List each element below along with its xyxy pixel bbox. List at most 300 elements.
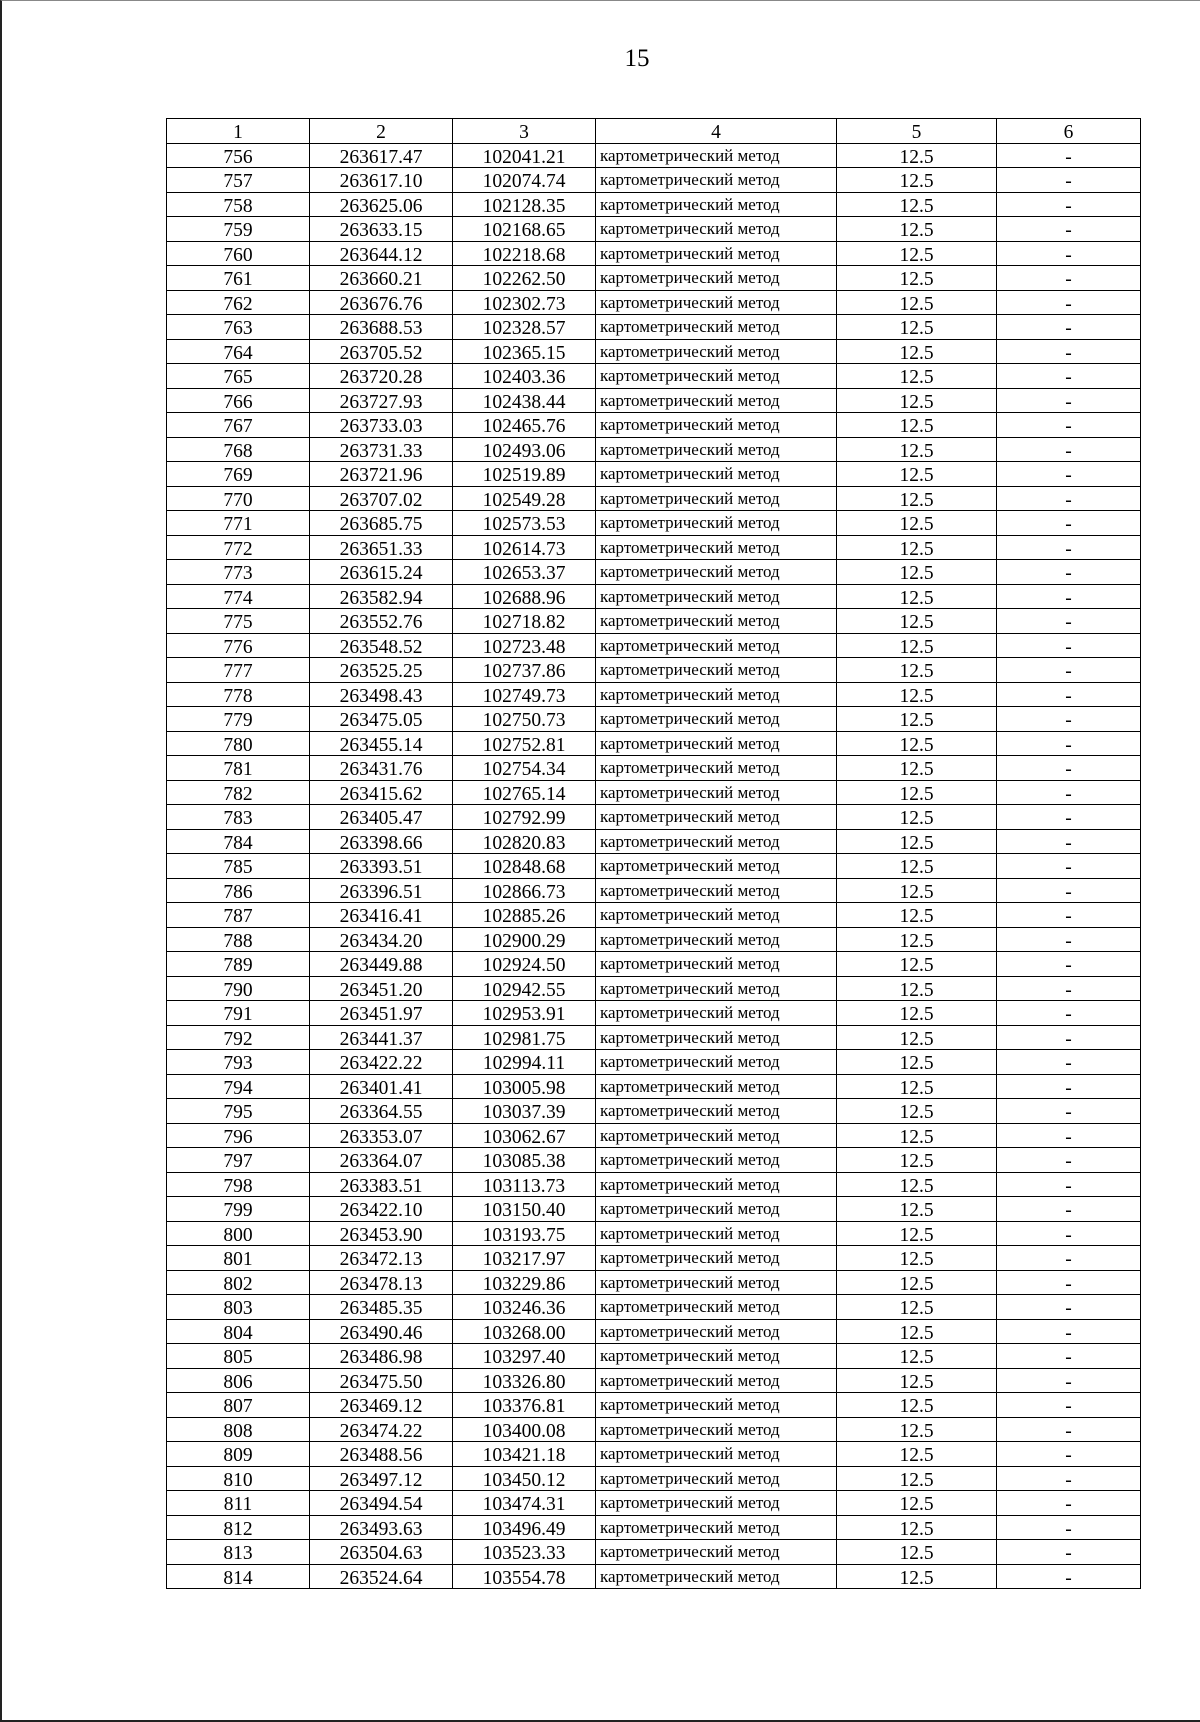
cell-point-number: 780 (167, 731, 310, 756)
header-row (167, 119, 1141, 144)
cell-coord-y: 103217.97 (453, 1246, 596, 1271)
cell-note: - (997, 731, 1141, 756)
cell-coord-y: 102688.96 (453, 584, 596, 609)
cell-note: - (997, 682, 1141, 707)
table-row (167, 854, 1141, 879)
cell-coord-y: 102953.91 (453, 1001, 596, 1026)
cell-method: картометрический метод (596, 241, 837, 266)
cell-coord-x: 263644.12 (310, 241, 453, 266)
table-row (167, 364, 1141, 389)
cell-coord-x: 263449.88 (310, 952, 453, 977)
cell-coord-y: 102653.37 (453, 560, 596, 585)
cell-note: - (997, 1074, 1141, 1099)
table-row (167, 756, 1141, 781)
cell-note: - (997, 854, 1141, 879)
cell-accuracy: 12.5 (837, 1344, 997, 1369)
cell-note: - (997, 1221, 1141, 1246)
cell-coord-x: 263383.51 (310, 1172, 453, 1197)
cell-method: картометрический метод (596, 584, 837, 609)
cell-accuracy: 12.5 (837, 1393, 997, 1418)
cell-method: картометрический метод (596, 1001, 837, 1026)
cell-note: - (997, 1319, 1141, 1344)
table-row (167, 1246, 1141, 1271)
cell-note: - (997, 339, 1141, 364)
cell-method: картометрический метод (596, 1197, 837, 1222)
cell-coord-x: 263660.21 (310, 266, 453, 291)
cell-note: - (997, 878, 1141, 903)
cell-coord-y: 102820.83 (453, 829, 596, 854)
cell-method: картометрический метод (596, 217, 837, 242)
cell-method: картометрический метод (596, 192, 837, 217)
cell-coord-y: 102752.81 (453, 731, 596, 756)
cell-method: картометрический метод (596, 168, 837, 193)
cell-method: картометрический метод (596, 1540, 837, 1565)
cell-note: - (997, 511, 1141, 536)
cell-note: - (997, 1393, 1141, 1418)
cell-point-number: 798 (167, 1172, 310, 1197)
cell-note: - (997, 609, 1141, 634)
cell-note: - (997, 1344, 1141, 1369)
cell-coord-x: 263451.20 (310, 976, 453, 1001)
cell-accuracy: 12.5 (837, 168, 997, 193)
cell-note: - (997, 952, 1141, 977)
cell-accuracy: 12.5 (837, 903, 997, 928)
cell-coord-x: 263548.52 (310, 633, 453, 658)
cell-coord-x: 263494.54 (310, 1491, 453, 1516)
page-number: 15 (624, 45, 650, 72)
cell-coord-x: 263475.50 (310, 1368, 453, 1393)
cell-method: картометрический метод (596, 1564, 837, 1589)
cell-note: - (997, 1050, 1141, 1075)
cell-method: картометрический метод (596, 658, 837, 683)
cell-coord-x: 263721.96 (310, 462, 453, 487)
table-header (167, 119, 1141, 144)
cell-accuracy: 12.5 (837, 1197, 997, 1222)
cell-accuracy: 12.5 (837, 976, 997, 1001)
cell-note: - (997, 486, 1141, 511)
cell-note: - (997, 241, 1141, 266)
cell-coord-x: 263525.25 (310, 658, 453, 683)
cell-accuracy: 12.5 (837, 707, 997, 732)
cell-method: картометрический метод (596, 315, 837, 340)
cell-coord-y: 102328.57 (453, 315, 596, 340)
cell-note: - (997, 1172, 1141, 1197)
cell-point-number: 760 (167, 241, 310, 266)
header-col-1: 1 (167, 119, 310, 144)
cell-coord-x: 263422.10 (310, 1197, 453, 1222)
cell-coord-y: 103554.78 (453, 1564, 596, 1589)
cell-coord-x: 263478.13 (310, 1270, 453, 1295)
cell-point-number: 799 (167, 1197, 310, 1222)
cell-accuracy: 12.5 (837, 462, 997, 487)
cell-point-number: 793 (167, 1050, 310, 1075)
cell-method: картометрический метод (596, 413, 837, 438)
cell-coord-y: 103113.73 (453, 1172, 596, 1197)
table-row (167, 1123, 1141, 1148)
cell-accuracy: 12.5 (837, 1074, 997, 1099)
cell-note: - (997, 1442, 1141, 1467)
cell-note: - (997, 633, 1141, 658)
cell-coord-x: 263524.64 (310, 1564, 453, 1589)
cell-note: - (997, 903, 1141, 928)
cell-point-number: 801 (167, 1246, 310, 1271)
cell-coord-y: 102749.73 (453, 682, 596, 707)
table-row (167, 1001, 1141, 1026)
cell-point-number: 788 (167, 927, 310, 952)
table-row (167, 633, 1141, 658)
cell-accuracy: 12.5 (837, 1001, 997, 1026)
cell-point-number: 764 (167, 339, 310, 364)
cell-coord-y: 102754.34 (453, 756, 596, 781)
cell-coord-y: 102365.15 (453, 339, 596, 364)
cell-accuracy: 12.5 (837, 217, 997, 242)
cell-accuracy: 12.5 (837, 266, 997, 291)
cell-coord-x: 263720.28 (310, 364, 453, 389)
cell-method: картометрический метод (596, 805, 837, 830)
cell-coord-x: 263685.75 (310, 511, 453, 536)
cell-point-number: 810 (167, 1466, 310, 1491)
cell-coord-x: 263415.62 (310, 780, 453, 805)
cell-coord-y: 102942.55 (453, 976, 596, 1001)
cell-note: - (997, 315, 1141, 340)
cell-accuracy: 12.5 (837, 1221, 997, 1246)
cell-coord-x: 263497.12 (310, 1466, 453, 1491)
cell-method: картометрический метод (596, 927, 837, 952)
cell-method: картометрический метод (596, 1246, 837, 1271)
cell-point-number: 776 (167, 633, 310, 658)
cell-point-number: 765 (167, 364, 310, 389)
cell-accuracy: 12.5 (837, 437, 997, 462)
cell-method: картометрический метод (596, 143, 837, 168)
cell-point-number: 794 (167, 1074, 310, 1099)
cell-coord-x: 263488.56 (310, 1442, 453, 1467)
cell-accuracy: 12.5 (837, 511, 997, 536)
cell-coord-x: 263504.63 (310, 1540, 453, 1565)
cell-point-number: 811 (167, 1491, 310, 1516)
cell-coord-x: 263486.98 (310, 1344, 453, 1369)
cell-coord-x: 263676.76 (310, 290, 453, 315)
cell-note: - (997, 1368, 1141, 1393)
cell-method: картометрический метод (596, 609, 837, 634)
cell-accuracy: 12.5 (837, 1515, 997, 1540)
cell-method: картометрический метод (596, 1442, 837, 1467)
cell-accuracy: 12.5 (837, 878, 997, 903)
cell-coord-y: 102614.73 (453, 535, 596, 560)
cell-method: картометрический метод (596, 1221, 837, 1246)
cell-point-number: 783 (167, 805, 310, 830)
table-row (167, 1515, 1141, 1540)
cell-coord-y: 102924.50 (453, 952, 596, 977)
cell-coord-x: 263469.12 (310, 1393, 453, 1418)
cell-method: картометрический метод (596, 266, 837, 291)
cell-method: картометрический метод (596, 1050, 837, 1075)
cell-method: картометрический метод (596, 1074, 837, 1099)
cell-point-number: 807 (167, 1393, 310, 1418)
cell-note: - (997, 1466, 1141, 1491)
cell-method: картометрический метод (596, 1344, 837, 1369)
table-row (167, 1221, 1141, 1246)
cell-coord-y: 103376.81 (453, 1393, 596, 1418)
table-row (167, 413, 1141, 438)
cell-accuracy: 12.5 (837, 927, 997, 952)
cell-accuracy: 12.5 (837, 1466, 997, 1491)
table-row (167, 1099, 1141, 1124)
cell-coord-y: 103062.67 (453, 1123, 596, 1148)
cell-point-number: 775 (167, 609, 310, 634)
cell-note: - (997, 143, 1141, 168)
cell-coord-x: 263422.22 (310, 1050, 453, 1075)
cell-coord-x: 263733.03 (310, 413, 453, 438)
table-row (167, 903, 1141, 928)
cell-note: - (997, 584, 1141, 609)
cell-note: - (997, 266, 1141, 291)
cell-method: картометрический метод (596, 976, 837, 1001)
cell-coord-x: 263396.51 (310, 878, 453, 903)
cell-point-number: 772 (167, 535, 310, 560)
table-row (167, 1197, 1141, 1222)
cell-note: - (997, 1197, 1141, 1222)
cell-accuracy: 12.5 (837, 560, 997, 585)
cell-coord-y: 103229.86 (453, 1270, 596, 1295)
header-col-5: 5 (837, 119, 997, 144)
cell-accuracy: 12.5 (837, 731, 997, 756)
table-row (167, 1270, 1141, 1295)
cell-point-number: 763 (167, 315, 310, 340)
cell-coord-y: 103037.39 (453, 1099, 596, 1124)
cell-accuracy: 12.5 (837, 413, 997, 438)
table-row (167, 1417, 1141, 1442)
cell-accuracy: 12.5 (837, 854, 997, 879)
cell-coord-x: 263498.43 (310, 682, 453, 707)
cell-accuracy: 12.5 (837, 388, 997, 413)
cell-coord-y: 103297.40 (453, 1344, 596, 1369)
cell-point-number: 757 (167, 168, 310, 193)
cell-point-number: 768 (167, 437, 310, 462)
cell-note: - (997, 1515, 1141, 1540)
cell-point-number: 782 (167, 780, 310, 805)
cell-note: - (997, 756, 1141, 781)
cell-coord-y: 103326.80 (453, 1368, 596, 1393)
cell-accuracy: 12.5 (837, 1148, 997, 1173)
cell-point-number: 797 (167, 1148, 310, 1173)
cell-accuracy: 12.5 (837, 315, 997, 340)
cell-accuracy: 12.5 (837, 682, 997, 707)
cell-coord-x: 263615.24 (310, 560, 453, 585)
cell-method: картометрический метод (596, 878, 837, 903)
cell-method: картометрический метод (596, 707, 837, 732)
cell-coord-x: 263453.90 (310, 1221, 453, 1246)
cell-note: - (997, 413, 1141, 438)
cell-method: картометрический метод (596, 1270, 837, 1295)
table-row (167, 1491, 1141, 1516)
table-body (167, 143, 1141, 1589)
cell-method: картометрический метод (596, 1025, 837, 1050)
cell-coord-y: 102750.73 (453, 707, 596, 732)
cell-coord-y: 103193.75 (453, 1221, 596, 1246)
cell-coord-x: 263416.41 (310, 903, 453, 928)
cell-note: - (997, 1295, 1141, 1320)
table-row (167, 805, 1141, 830)
cell-method: картометрический метод (596, 633, 837, 658)
cell-accuracy: 12.5 (837, 584, 997, 609)
table-row (167, 143, 1141, 168)
cell-accuracy: 12.5 (837, 633, 997, 658)
cell-method: картометрический метод (596, 780, 837, 805)
cell-note: - (997, 1491, 1141, 1516)
cell-coord-y: 102128.35 (453, 192, 596, 217)
cell-point-number: 813 (167, 1540, 310, 1565)
cell-coord-x: 263727.93 (310, 388, 453, 413)
cell-method: картометрический метод (596, 1148, 837, 1173)
cell-note: - (997, 535, 1141, 560)
cell-coord-x: 263393.51 (310, 854, 453, 879)
cell-point-number: 781 (167, 756, 310, 781)
cell-note: - (997, 1148, 1141, 1173)
cell-point-number: 786 (167, 878, 310, 903)
cell-note: - (997, 780, 1141, 805)
cell-method: картометрический метод (596, 339, 837, 364)
cell-point-number: 808 (167, 1417, 310, 1442)
cell-coord-y: 102519.89 (453, 462, 596, 487)
cell-point-number: 796 (167, 1123, 310, 1148)
table-row (167, 217, 1141, 242)
cell-point-number: 790 (167, 976, 310, 1001)
cell-accuracy: 12.5 (837, 192, 997, 217)
cell-point-number: 756 (167, 143, 310, 168)
cell-coord-y: 102737.86 (453, 658, 596, 683)
cell-note: - (997, 388, 1141, 413)
cell-note: - (997, 1123, 1141, 1148)
cell-coord-y: 102994.11 (453, 1050, 596, 1075)
cell-point-number: 806 (167, 1368, 310, 1393)
cell-method: картометрический метод (596, 1515, 837, 1540)
cell-point-number: 767 (167, 413, 310, 438)
cell-accuracy: 12.5 (837, 1099, 997, 1124)
cell-accuracy: 12.5 (837, 658, 997, 683)
cell-accuracy: 12.5 (837, 535, 997, 560)
table-row (167, 658, 1141, 683)
cell-accuracy: 12.5 (837, 1368, 997, 1393)
table-row (167, 560, 1141, 585)
cell-point-number: 795 (167, 1099, 310, 1124)
cell-coord-y: 103474.31 (453, 1491, 596, 1516)
cell-coord-x: 263401.41 (310, 1074, 453, 1099)
cell-note: - (997, 217, 1141, 242)
cell-method: картометрический метод (596, 829, 837, 854)
cell-accuracy: 12.5 (837, 1491, 997, 1516)
cell-coord-y: 102465.76 (453, 413, 596, 438)
cell-method: картометрический метод (596, 1172, 837, 1197)
cell-coord-y: 103496.49 (453, 1515, 596, 1540)
table-row (167, 927, 1141, 952)
table-row (167, 707, 1141, 732)
cell-coord-x: 263617.10 (310, 168, 453, 193)
cell-note: - (997, 1540, 1141, 1565)
cell-method: картометрический метод (596, 756, 837, 781)
cell-coord-y: 103268.00 (453, 1319, 596, 1344)
cell-point-number: 777 (167, 658, 310, 683)
cell-point-number: 759 (167, 217, 310, 242)
cell-accuracy: 12.5 (837, 364, 997, 389)
table-row (167, 609, 1141, 634)
cell-method: картометрический метод (596, 1491, 837, 1516)
cell-accuracy: 12.5 (837, 290, 997, 315)
cell-point-number: 809 (167, 1442, 310, 1467)
cell-coord-y: 102848.68 (453, 854, 596, 879)
cell-point-number: 804 (167, 1319, 310, 1344)
cell-coord-y: 103523.33 (453, 1540, 596, 1565)
cell-point-number: 805 (167, 1344, 310, 1369)
cell-point-number: 791 (167, 1001, 310, 1026)
cell-coord-y: 102218.68 (453, 241, 596, 266)
cell-method: картометрический метод (596, 1295, 837, 1320)
cell-point-number: 766 (167, 388, 310, 413)
cell-note: - (997, 290, 1141, 315)
cell-method: картометрический метод (596, 437, 837, 462)
cell-coord-x: 263472.13 (310, 1246, 453, 1271)
table-row (167, 339, 1141, 364)
cell-accuracy: 12.5 (837, 143, 997, 168)
table-row (167, 780, 1141, 805)
cell-point-number: 803 (167, 1295, 310, 1320)
cell-coord-y: 103005.98 (453, 1074, 596, 1099)
table-row (167, 388, 1141, 413)
cell-coord-x: 263688.53 (310, 315, 453, 340)
table-row (167, 878, 1141, 903)
cell-accuracy: 12.5 (837, 609, 997, 634)
cell-coord-x: 263485.35 (310, 1295, 453, 1320)
cell-coord-x: 263582.94 (310, 584, 453, 609)
table-row (167, 1148, 1141, 1173)
cell-coord-y: 103421.18 (453, 1442, 596, 1467)
table-row (167, 1025, 1141, 1050)
cell-accuracy: 12.5 (837, 829, 997, 854)
cell-coord-x: 263455.14 (310, 731, 453, 756)
cell-coord-x: 263353.07 (310, 1123, 453, 1148)
cell-note: - (997, 437, 1141, 462)
cell-accuracy: 12.5 (837, 1025, 997, 1050)
cell-point-number: 762 (167, 290, 310, 315)
cell-coord-y: 103400.08 (453, 1417, 596, 1442)
table-row (167, 192, 1141, 217)
cell-coord-y: 102981.75 (453, 1025, 596, 1050)
table-row (167, 315, 1141, 340)
cell-note: - (997, 658, 1141, 683)
table-row (167, 1050, 1141, 1075)
cell-method: картометрический метод (596, 682, 837, 707)
cell-coord-x: 263651.33 (310, 535, 453, 560)
cell-note: - (997, 927, 1141, 952)
table-row (167, 1368, 1141, 1393)
cell-coord-x: 263364.55 (310, 1099, 453, 1124)
table-row (167, 1295, 1141, 1320)
cell-method: картометрический метод (596, 511, 837, 536)
cell-point-number: 814 (167, 1564, 310, 1589)
cell-method: картометрический метод (596, 1393, 837, 1418)
cell-accuracy: 12.5 (837, 1246, 997, 1271)
cell-note: - (997, 1564, 1141, 1589)
cell-coord-x: 263398.66 (310, 829, 453, 854)
cell-accuracy: 12.5 (837, 1172, 997, 1197)
table-row (167, 731, 1141, 756)
cell-coord-y: 102885.26 (453, 903, 596, 928)
cell-note: - (997, 707, 1141, 732)
cell-point-number: 779 (167, 707, 310, 732)
cell-coord-x: 263625.06 (310, 192, 453, 217)
cell-accuracy: 12.5 (837, 241, 997, 266)
cell-accuracy: 12.5 (837, 1319, 997, 1344)
table-row (167, 1540, 1141, 1565)
